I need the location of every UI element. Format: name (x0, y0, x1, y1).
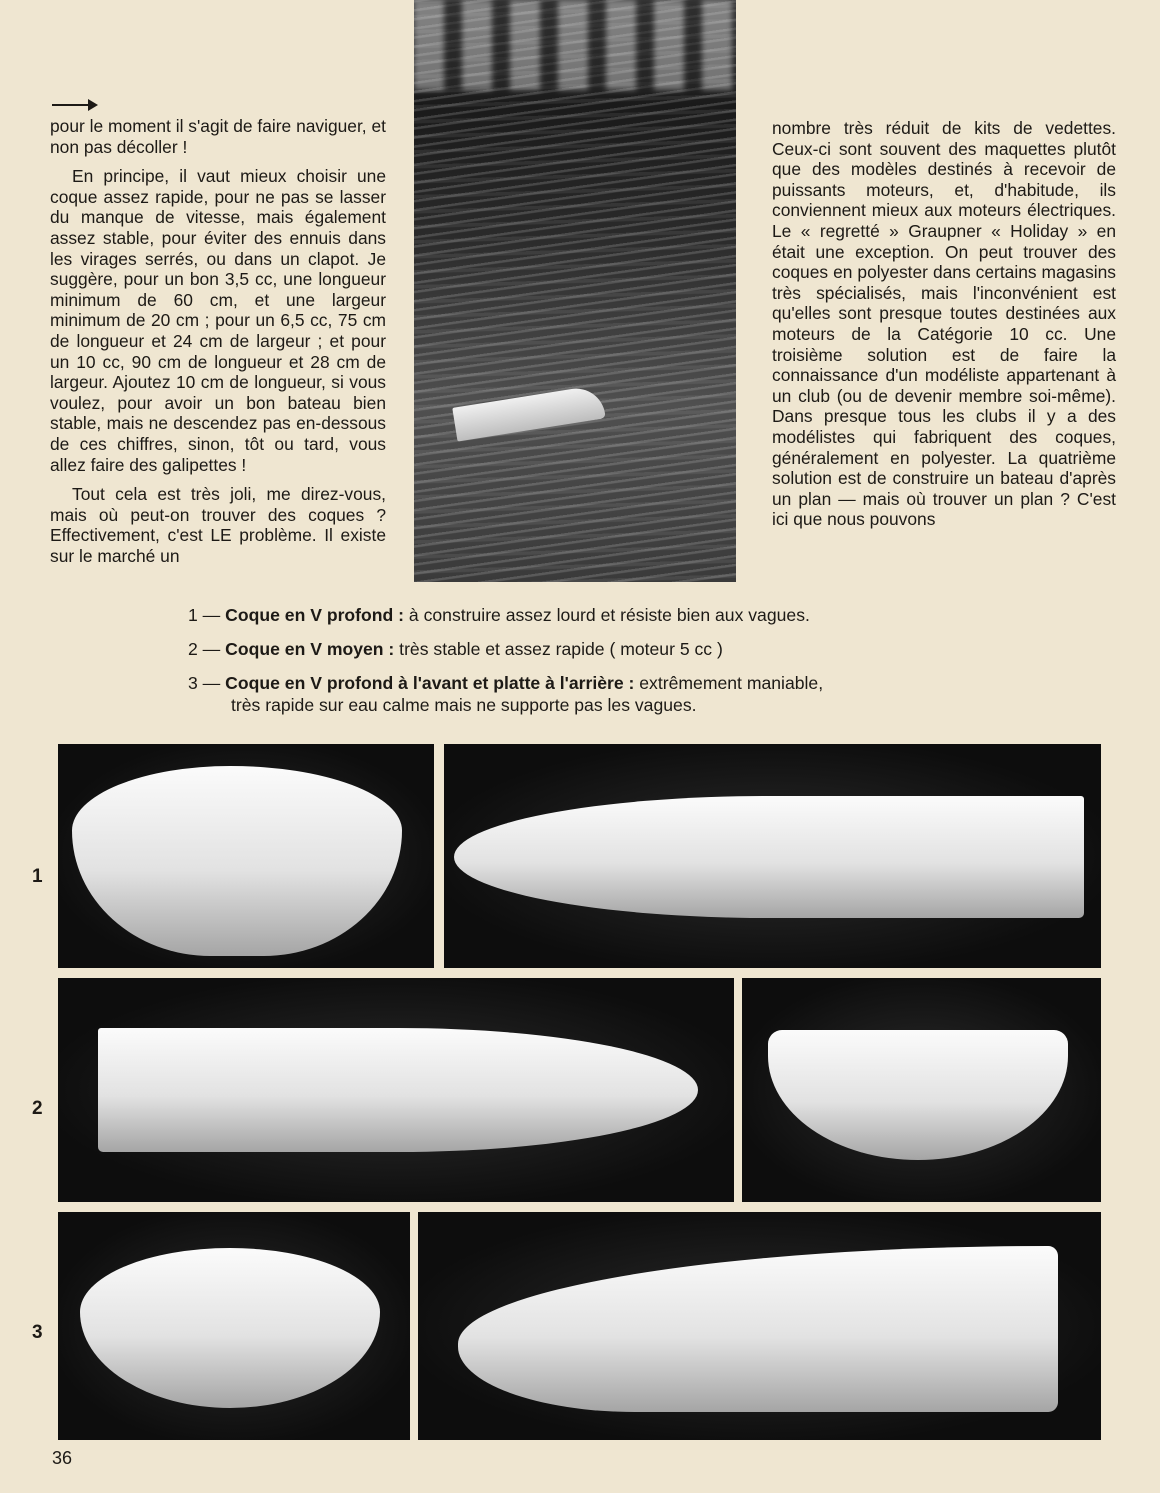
blurred-shoreline (414, 0, 736, 90)
hull-2-side-photo (58, 978, 734, 1202)
hull-2-side (98, 1028, 698, 1152)
hull-2-front (768, 1030, 1068, 1160)
hull-3-front-photo (58, 1212, 410, 1440)
caption-1: 1 — Coque en V profond : à construire assez lourd et résiste bien aux vagues. (188, 605, 810, 625)
hull-3-side-photo (418, 1212, 1101, 1440)
left-paragraph-1: pour le moment il s'agit de faire naviguer, et non pas décoller ! (50, 116, 386, 157)
row-label-3: 3 (32, 1322, 43, 1343)
arrow-mark (52, 104, 96, 106)
page-number: 36 (52, 1448, 73, 1468)
water-photo (414, 0, 736, 582)
left-paragraph-2: En principe, il vaut mieux choisir une coque assez rapide, pour ne pas se lasser du manque de vitesse, mais également assez stable, pour éviter des ennuis dans les virages serrés, ou dans un clapot. Je suggère, pour un bon 3,5 cc, une longueur minimum de 60 cm, et une largeur minimum de 20 cm ; pour un 6,5 cc, 75 cm de longueur et 24 cm de largeur ; et pour un 10 cc, 90 cm de longueur et 28 cm de largeur. Ajoutez 10 cm de longueur, si vous voulez, pour avoir un bon bateau bien stable, mais ne descendez pas en-dessous de ces chiffres, sinon, tôt ou tard, vous allez faire des galipettes ! (50, 166, 386, 475)
row-label-1: 1 (32, 866, 43, 887)
hull-2-front-photo (742, 978, 1101, 1202)
hull-1-front-photo (58, 744, 434, 968)
caption-2: 2 — Coque en V moyen : très stable et assez rapide ( moteur 5 cc ) (188, 639, 723, 659)
row-label-2: 2 (32, 1098, 43, 1119)
hull-1-side-photo (444, 744, 1101, 968)
hull-3-side (458, 1246, 1058, 1412)
right-paragraph-1: nombre très réduit de kits de vedettes. Ceux-ci sont souvent des maquettes plutôt que des modèles destinés à recevoir de puissants moteurs, et, d'habitude, ils conviennent mieux aux moteurs électriques. Le « regretté » Graupner « Holiday » en était une exception. On peut trouver des coques en polyester dans certains magasins très spécialisés, mais l'inconvénient est qu'elles sont presque toutes destinées aux moteurs de la Catégorie 10 cc. Une troisième solution est de faire la connaissance d'un modéliste appartenant à un club (ou de devenir membre soi-même). Dans presque tous les clubs il y a des modélistes qui fabriquent des coques, généralement en polyester. La quatrième solution est de construire un bateau d'après un plan — mais où trouver un plan ? C'est ici que nous pouvons (772, 118, 1116, 530)
right-column (772, 118, 1116, 539)
model-boat (452, 384, 605, 441)
left-paragraph-3: Tout cela est très joli, me direz-vous, mais où peut-on trouver des coques ? Effectivement, c'est LE problème. Il existe sur le marché un (50, 484, 386, 566)
hull-3-front (80, 1248, 380, 1408)
hull-1-side (454, 796, 1084, 918)
figure-captions (188, 604, 1088, 728)
caption-3: 3 — Coque en V profond à l'avant et platte à l'arrière : extrêmement maniable, très rapide sur eau calme mais ne supporte pas les vagues. (188, 673, 824, 715)
hull-1-front (72, 766, 402, 956)
left-column (50, 116, 386, 575)
